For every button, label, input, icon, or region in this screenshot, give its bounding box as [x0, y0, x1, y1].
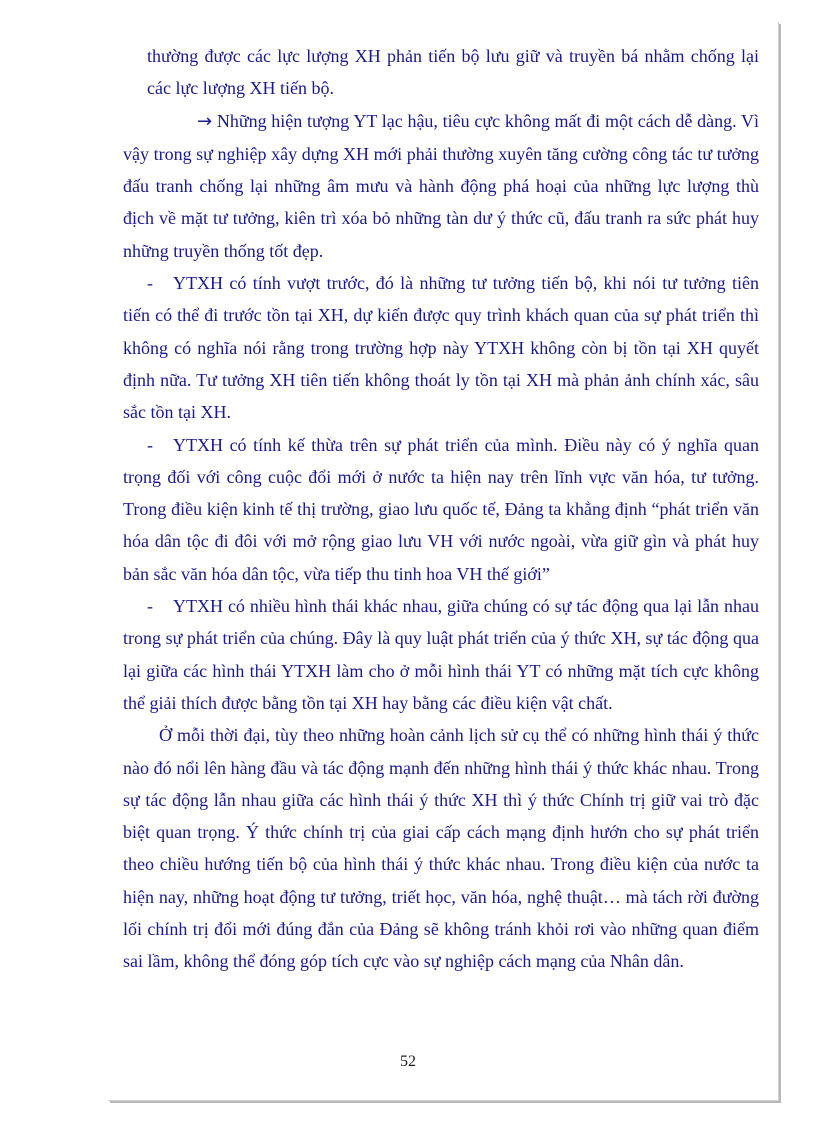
paragraph-text: Những hiện tượng YT lạc hậu, tiêu cực không mất đi một cách dễ dàng. Vì vậy trong sự nghiệp xây dựng XH mới phải thường xuyên tăng cường công tác tư tưởng đấu tranh chống lại những âm mưu và hành động phá hoại của những lực lượng thù địch về mặt tư tưởng, kiên trì xóa bỏ những tàn dư ý thức cũ, đấu tranh ra sức phát huy những truyền thống tốt đẹp. — [123, 110, 759, 261]
paragraph-text: YTXH có tính vượt trước, đó là những tư tưởng tiến bộ, khi nói tư tưởng tiên tiến có thể đi trước tồn tại XH, dự kiến được quy trình khách quan của sự phát triển thì không có nghĩa nói rằng trong trường hợp này YTXH không còn bị tồn tại XH quyết định nữa. Tư tưởng XH tiên tiến không thoát ly tồn tại XH mà phản ảnh chính xác, sâu sắc tồn tại XH. — [123, 273, 759, 423]
bullet-item — [123, 267, 759, 428]
paragraph-conclusion — [123, 105, 759, 267]
bullet-item — [123, 429, 759, 590]
right-arrow-icon: → — [197, 110, 213, 132]
bullet-item — [123, 590, 759, 719]
dash-bullet: - — [147, 273, 153, 294]
paragraph-text: YTXH có nhiều hình thái khác nhau, giữa chúng có sự tác động qua lại lẫn nhau trong sự phát triển của chúng. Đây là quy luật phát triển của ý thức XH, sự tác động qua lại giữa các hình thái YTXH làm cho ở mỗi hình thái YT có những mặt tích cực không thể giải thích được bằng tồn tại XH hay bằng các điều kiện vật chất. — [123, 596, 759, 713]
paragraph-text: Ở mỗi thời đại, tùy theo những hoàn cảnh lịch sử cụ thể có những hình thái ý thức nào đó nổi lên hàng đầu và tác động mạnh đến những hình thái ý thức khác nhau. Trong sự tác động lẫn nhau giữa các hình thái ý thức XH thì ý thức Chính trị giữ vai trò đặc biệt quan trọng. Ý thức chính trị của giai cấp cách mạng định hướn cho sự phát triển theo chiều hướng tiến bộ của hình thái ý thức khác nhau. Trong điều kiện của nước ta hiện nay, những hoạt động tư tưởng, triết học, văn hóa, nghệ thuật… mà tách rời đường lối chính trị đổi mới đúng đắn của Đảng sẽ không tránh khỏi rơi vào những quan điểm sai lầm, không thể đóng góp tích cực vào sự nghiệp cách mạng của Nhân dân. — [123, 725, 759, 972]
paragraph-text: thường được các lực lượng XH phản tiến bộ lưu giữ và truyền bá nhằm chống lại các lực lượng XH tiến bộ. — [147, 46, 759, 99]
page-number: 52 — [400, 1053, 416, 1070]
paragraph-text: YTXH có tính kế thừa trên sự phát triển của mình. Điều này có ý nghĩa quan trọng đối với công cuộc đổi mới ở nước ta hiện nay trên lĩnh vực văn hóa, tư tưởng. Trong điều kiện kinh tế thị trường, giao lưu quốc tế, Đảng ta khẳng định “phát triển văn hóa dân tộc đi đôi với mở rộng giao lưu VH với nước ngoài, vừa giữ gìn và phát huy bản sắc văn hóa dân tộc, vừa tiếp thu tinh hoa VH thế giới” — [123, 434, 759, 584]
dash-bullet: - — [147, 434, 153, 455]
document-body — [123, 40, 759, 978]
dash-bullet: - — [147, 596, 153, 617]
paragraph-body — [123, 719, 759, 977]
paragraph-continuation — [123, 40, 759, 105]
